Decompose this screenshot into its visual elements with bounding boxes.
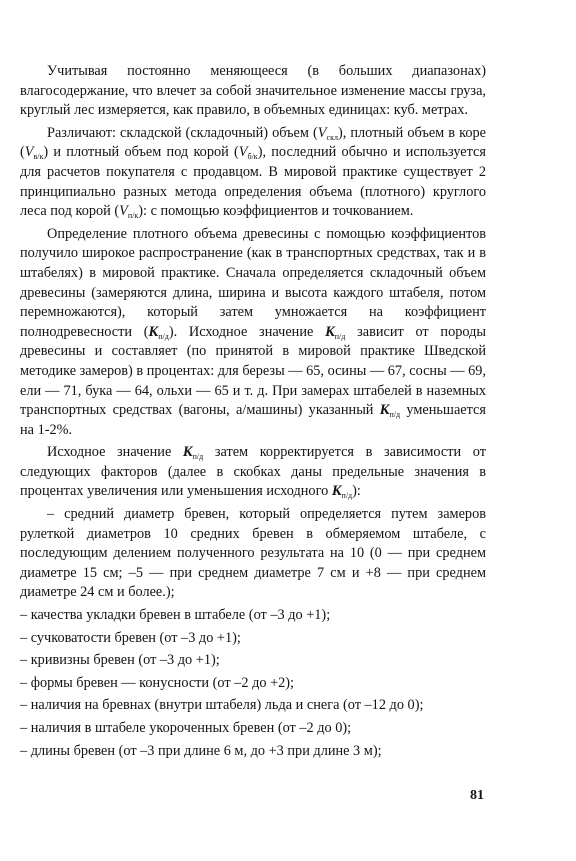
factor-item: – средний диаметр бревен, который определяется путем замеров рулеткой диаметров 10 средних бревен в обмеряемом штабеле, с последующим делением полученного результата на 10 (0 — при среднем диаметре 15 см; –5 — при среднем диаметре 7 см и +8 — при среднем диаметре 24 см и более.); [20, 506, 486, 601]
body-text [20, 62, 486, 764]
factor-item: – сучковатости бревен (от –3 до +1); [20, 629, 241, 646]
factor-item: – качества укладки бревен в штабеле (от –3 до +1); [20, 607, 331, 624]
factor-item: – наличия на бревнах (внутри штабеля) льда и снега (от –12 до 0); [20, 697, 424, 714]
factor-item: – формы бревен — конусности (от –2 до +2); [20, 674, 295, 691]
factor-item: – длины бревен (от –3 при длине 6 м, до +3 при длине 3 м); [20, 742, 382, 759]
paragraph-3: Определение плотного объема древесины с помощью коэффициентов получило широкое распространение (как в транспортных средствах, так и в штабелях) в мировой практике. Сначала определяется складочный объем древесины (замеряются длина, ширина и высота каждого штабеля, потом перемножаются), который затем умножается на коэффициент полнодревесности $(К_{п/д})$. Исходное значение $К_{п/д}$ зависит от породы древесины и составляет (по принятой в мировой практике Шведской методике замеров) в процентах: для березы — 65, осины — 67, сосны — 69, ели — 71, бука — 64, ольхи — 65 и т. д. При замерах штабелей в наземных транспортных средствах (вагоны, а/машины) указанный $К_{п/д}$ уменьшается на 1-2%. [20, 225, 486, 438]
page-number: 81 [470, 788, 484, 803]
factor-item: – наличия в штабеле укороченных бревен (от –2 до 0); [20, 720, 352, 736]
factor-item: – кривизны бревен (от –3 до +1); [20, 652, 220, 669]
paragraph-2: Различают: складской (складочный) объем $(V_{скл})$, плотный объем в коре $(V_{в/к})$ и плотный объем под корой $(V_{б/к})$, последний обычно и используется для расчетов покупателя с продавцом. В мировой практике существует 2 принципиально разных метода определения объема (плотного) круглого леса под корой $(V_{п/к})$: с помощью коэффициентов и точкованием. [20, 124, 487, 220]
paragraph-1: Учитывая постоянно меняющееся (в больших диапазонах) влагосодержание, что влечет за собой значительное изменение массы груза, круглый лес измеряется, как правило, в объемных единицах: куб. метрах. [20, 63, 486, 119]
paragraph-4: Исходное значение $К_{п/д}$ затем корректируется в зависимости от следующих факторов (далее в скобках даны предельные значения в процентах увеличения или уменьшения исходного $К_{п/д}$): [20, 444, 486, 501]
